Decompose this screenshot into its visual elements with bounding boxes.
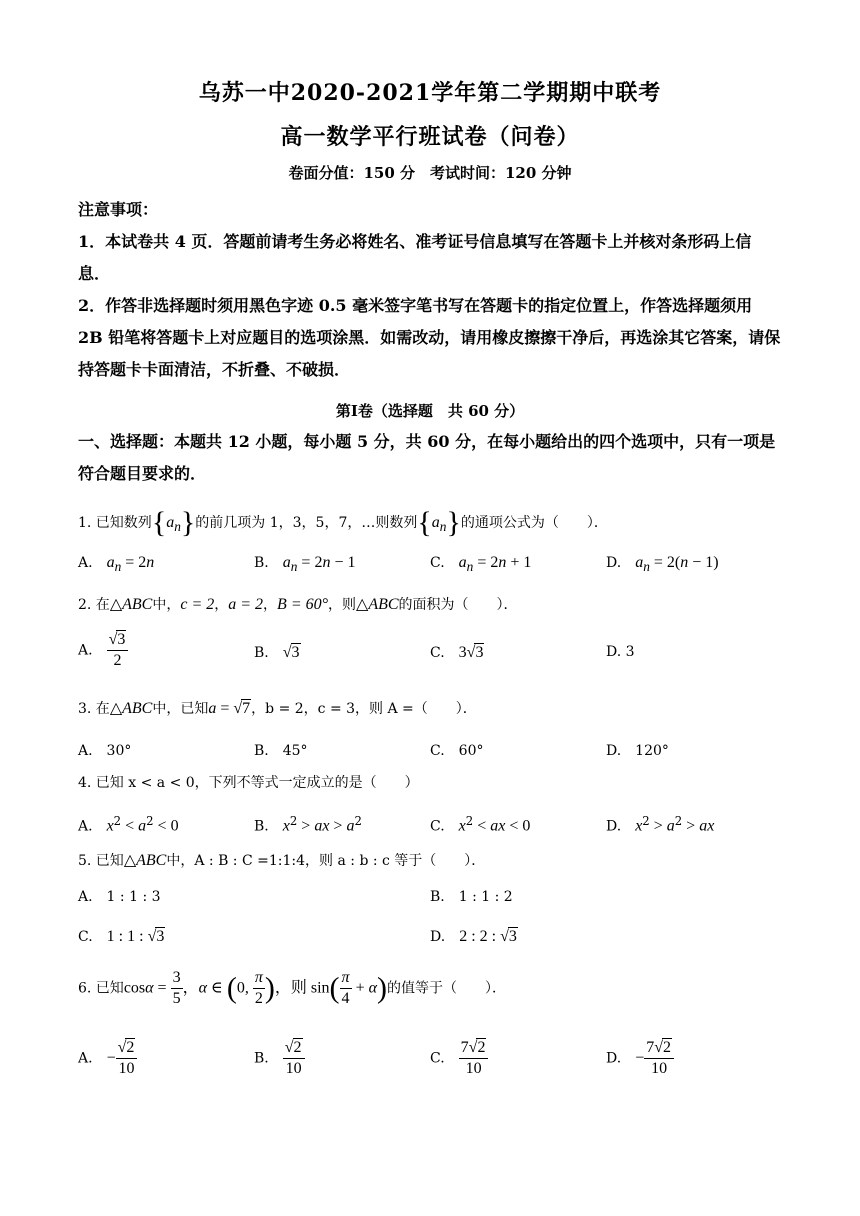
q2-option-c[interactable]: C. 3√3	[430, 644, 484, 661]
q4-option-b[interactable]: B. $x^2$ > ax > $a^2$	[254, 814, 362, 835]
question-2: 2. 在△ABC中，c = 2，a = 2，B = 60°，则△ABC的面积为（ ）．	[78, 596, 518, 613]
exam-title: 乌苏一中2020-2021学年第二学期期中联考	[198, 80, 662, 106]
q3-option-a[interactable]: A. 30°	[78, 743, 132, 759]
q5-option-c[interactable]: C. 1 : 1 : √3	[78, 928, 165, 945]
q3-option-c[interactable]: C. 60°	[430, 743, 484, 759]
q5-option-b[interactable]: B. 1 : 1 : 2	[430, 889, 513, 905]
q6-option-a[interactable]: A. − $\frac{√2}{10}$	[78, 1038, 137, 1079]
q2-option-d[interactable]: D. 3	[606, 644, 635, 660]
q6-option-c[interactable]: C. $\frac{7√2}{10}$	[430, 1038, 488, 1079]
q3-option-d[interactable]: D. 120°	[606, 743, 669, 759]
question-1: 1. 已知数列$\{a_n\}$的前几项为 1，3，5，7，…则数列$\{a_n\}$的通项公式为（ ）．	[78, 506, 608, 539]
question-6: 6. 已知cosα = $\frac{3}{5}$ ，α ∈ (0, $\frac{\pi}{2}$ )，则 sin( $\frac{\pi}{4}$ + α)的值等于（ ）．	[78, 969, 506, 1007]
q5-option-d[interactable]: D. 2 : 2 : √3	[430, 928, 517, 945]
question-5: 5. 已知△ABC中，A : B : C =1:1:4，则 a : b : c 等于（ ）．	[78, 852, 486, 869]
notice-item-1: 1．本试卷共 4 页．答题前请考生务必将姓名、准考证号信息填写在答题卡上并核对条形码上信息．	[78, 232, 752, 283]
q1-option-a[interactable]: A. $a_n = 2n$	[78, 554, 155, 575]
q2-option-a[interactable]: A. $\frac{√3}{2}$	[78, 630, 128, 671]
q1-option-d[interactable]: D. $a_n = 2(n - 1)$	[606, 554, 719, 575]
q6-option-b[interactable]: B. $\frac{√2}{10}$	[254, 1038, 305, 1079]
question-3: 3. 在△ABC中，已知a = √7，b = 2，c = 3，则 A =（ ）．	[78, 700, 477, 717]
q6-option-d[interactable]: D. − $\frac{7√2}{10}$	[606, 1038, 674, 1079]
q5-option-a[interactable]: A. 1 : 1 : 3	[78, 889, 161, 905]
q1-option-b[interactable]: B. $a_n = 2n - 1$	[254, 554, 356, 575]
q4-option-a[interactable]: A. $x^2 < a^2 < 0$	[78, 814, 179, 835]
q2-option-b[interactable]: B. √3	[254, 644, 300, 661]
notice-heading: 注意事项：	[78, 200, 159, 219]
section-heading: 一、选择题：本题共 12 小题，每小题 5 分，共 60 分，在每小题给出的四个选项中，只有一项是符合题目要求的．	[78, 432, 776, 483]
question-4: 4. 已知 x < a < 0，下列不等式一定成立的是（ ）	[78, 775, 419, 791]
q1-option-c[interactable]: C. $a_n = 2n + 1$	[430, 554, 532, 575]
exam-subtitle: 高一数学平行班试卷（问卷）	[280, 124, 580, 150]
notice-item-2: 2．作答非选择题时须用黑色字迹 0.5 毫米签字笔书写在答题卡的指定位置上，作答选择题须用 2B 铅笔将答题卡上对应题目的选项涂黑．如需改动，请用橡皮擦擦干净后，再选涂其它答案，请保持答题卡卡面清洁，不折叠、不破损．	[78, 296, 781, 379]
score-time: 卷面分值：150 分 考试时间：120 分钟	[288, 164, 572, 182]
q4-option-c[interactable]: C. $x^2$ < ax < 0	[430, 814, 531, 835]
q3-option-b[interactable]: B. 45°	[254, 743, 308, 759]
q4-option-d[interactable]: D. $x^2 > a^2$ > ax	[606, 814, 715, 835]
part1-heading: 第Ⅰ卷（选择题 共 60 分）	[335, 402, 525, 420]
